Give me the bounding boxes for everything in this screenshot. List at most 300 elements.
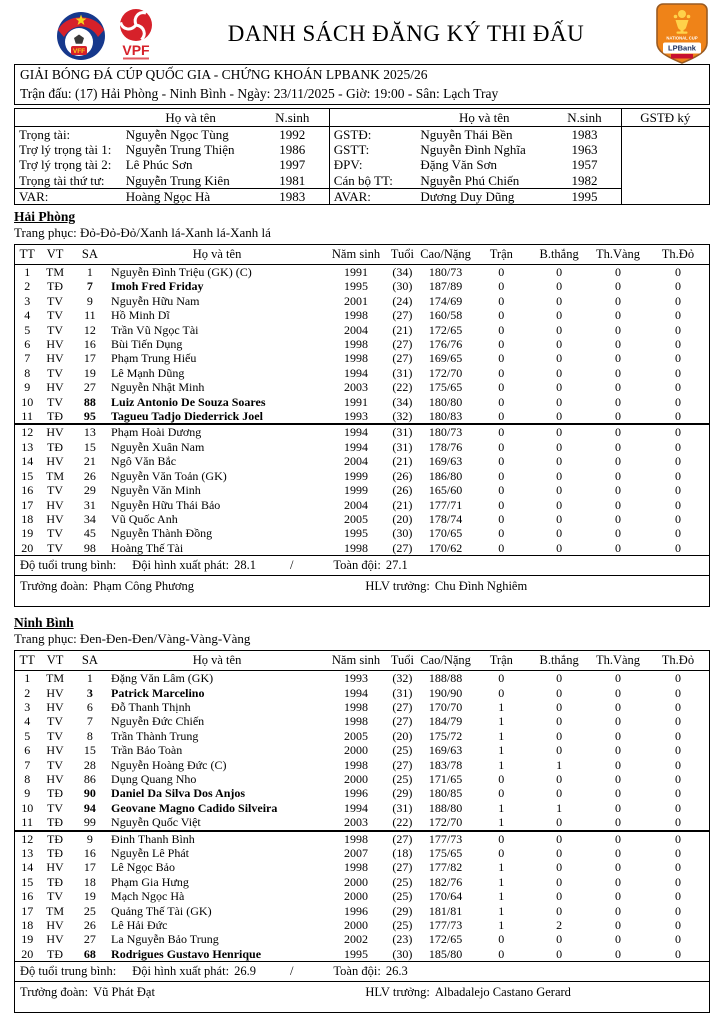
player-m: 0 <box>498 468 505 483</box>
player-name: Nguyễn Thành Đồng <box>111 526 213 541</box>
player-hw: 172/65 <box>428 932 463 947</box>
player-hw: 180/83 <box>428 409 463 424</box>
player-w: 0 <box>556 468 563 483</box>
player-rc: 0 <box>674 815 681 830</box>
player-vt: HV <box>46 351 64 366</box>
player-yc: 0 <box>614 337 621 352</box>
official-sign-cell <box>621 127 709 205</box>
player-vt: TV <box>47 322 64 337</box>
player-vt: TĐ <box>47 786 64 801</box>
official-role2: GSTĐ: <box>329 127 420 143</box>
avg-team-value: 27.1 <box>385 558 408 573</box>
col-vt: VT <box>39 245 70 265</box>
player-rc: 0 <box>674 932 681 947</box>
player-hw: 175/65 <box>428 380 463 395</box>
player-born: 1994 <box>325 424 387 439</box>
player-row <box>15 366 709 380</box>
official-name1: Lê Phúc Sơn <box>125 157 193 173</box>
player-sa: 13 <box>71 424 109 439</box>
player-w: 0 <box>529 831 589 846</box>
player-tt: 10 <box>21 800 34 815</box>
player-age: (31) <box>392 685 413 700</box>
player-hw: 180/73 <box>418 424 474 439</box>
player-name: Đinh Thanh Bình <box>109 831 325 846</box>
col-wins: B.thắng <box>529 651 589 671</box>
official-name2: Nguyễn Phú Chiến <box>420 172 520 188</box>
player-born: 1995 <box>344 526 369 541</box>
officials-header-row <box>15 109 710 127</box>
player-name: La Nguyễn Bảo Trung <box>111 932 219 947</box>
player-name: Phạm Hoài Dương <box>109 424 325 439</box>
player-tt: 6 <box>24 743 31 758</box>
player-m: 0 <box>498 846 505 861</box>
player-tt: 14 <box>21 860 34 875</box>
player-name: Imoh Fred Friday <box>111 279 204 294</box>
vff-logo-icon <box>54 6 108 62</box>
player-rc: 0 <box>674 800 681 815</box>
official-birth1: 1981 <box>279 172 306 188</box>
avg-start-value: 26.9 <box>234 964 256 979</box>
player-row <box>15 918 709 932</box>
player-sa: 16 <box>83 337 96 352</box>
player-born: 1996 <box>344 903 369 918</box>
official-birth2: 1982 <box>571 172 598 188</box>
player-m: 1 <box>498 728 505 743</box>
player-age: (24) <box>392 293 413 308</box>
player-born: 2000 <box>344 874 369 889</box>
player-row <box>15 947 709 961</box>
player-born: 1998 <box>344 540 369 555</box>
player-yc: 0 <box>614 365 621 380</box>
player-w: 0 <box>556 903 563 918</box>
player-row <box>15 743 709 757</box>
player-row <box>15 541 709 555</box>
player-yc: 0 <box>614 815 621 830</box>
player-age: (29) <box>392 903 413 918</box>
player-name: Geovane Magno Cadido Silveira <box>111 800 278 815</box>
player-born: 1994 <box>344 685 369 700</box>
player-tt: 18 <box>21 918 34 933</box>
average-age-row <box>15 961 709 982</box>
player-tt: 13 <box>21 439 34 454</box>
player-yc: 0 <box>614 265 621 280</box>
lpbank-cup-badge-icon <box>654 3 710 65</box>
player-name: Quảng Thế Tài (GK) <box>111 903 212 918</box>
player-age: (27) <box>392 714 413 729</box>
player-w: 0 <box>556 932 563 947</box>
player-born: 2003 <box>344 380 369 395</box>
player-yc: 0 <box>614 699 621 714</box>
player-row <box>15 758 709 772</box>
player-sa: 7 <box>86 279 93 294</box>
official-birth2: 1963 <box>571 142 598 158</box>
player-m: 0 <box>498 293 505 308</box>
col-yellow: Th.Vàng <box>589 651 647 671</box>
player-hw: 184/79 <box>428 714 463 729</box>
player-age: (27) <box>392 351 413 366</box>
cup-badge-bank-label: LPBank <box>668 43 696 53</box>
player-vt: TV <box>47 800 64 815</box>
official-name1: Hoàng Ngọc Hà <box>126 188 256 204</box>
player-name: Nguyễn Quốc Việt <box>111 815 201 830</box>
player-m: 0 <box>498 439 505 454</box>
player-sa: 15 <box>83 743 96 758</box>
player-vt: TĐ <box>47 874 64 889</box>
player-tt: 16 <box>21 483 34 498</box>
player-born: 2002 <box>344 932 369 947</box>
team-name: Ninh Bình <box>14 615 74 631</box>
player-vt: HV <box>46 685 64 700</box>
player-hw: 187/89 <box>428 279 463 294</box>
player-born: 2005 <box>344 511 369 526</box>
player-yc: 0 <box>614 728 621 743</box>
player-hw: 165/60 <box>428 483 463 498</box>
vpf-logo-label: VPF <box>122 42 150 58</box>
official-role2: ĐPV: <box>329 157 420 172</box>
player-yc: 0 <box>614 800 621 815</box>
player-m: 0 <box>498 351 505 366</box>
col-born: Năm sinh <box>325 245 387 265</box>
players-header-row <box>15 651 709 671</box>
col-yellow: Th.Vàng <box>589 245 647 265</box>
player-sa: 28 <box>83 757 96 772</box>
player-w: 0 <box>556 685 563 700</box>
player-name: Lê Hải Đức <box>111 918 168 933</box>
player-row <box>15 440 709 454</box>
player-m: 0 <box>498 497 505 512</box>
average-age-row <box>15 555 709 576</box>
player-born: 1999 <box>344 468 369 483</box>
player-rc: 0 <box>674 728 681 743</box>
player-age: (34) <box>392 394 413 409</box>
player-yc: 0 <box>614 540 621 555</box>
match-details: Trận đấu: (17) Hải Phòng - Ninh Bình - Ngày: 23/11/2025 - Giờ: 19:00 - Sân: Lạch Tray <box>20 85 499 101</box>
player-hw: 169/65 <box>428 351 463 366</box>
player-m: 1 <box>498 699 505 714</box>
avg-start-label: Đội hình xuất phát: <box>132 964 230 979</box>
player-age: (30) <box>392 526 413 541</box>
official-birth1: 1986 <box>279 142 306 158</box>
coach-block <box>365 984 571 1012</box>
player-rc: 0 <box>674 714 681 729</box>
player-tt: 1 <box>24 265 31 280</box>
player-age: (26) <box>392 468 413 483</box>
player-age: (31) <box>392 800 413 815</box>
player-sa: 6 <box>86 699 93 714</box>
player-yc: 0 <box>614 918 621 933</box>
player-yc: 0 <box>614 511 621 526</box>
player-hw: 177/71 <box>428 497 463 512</box>
vpf-logo-icon <box>112 6 160 62</box>
player-rc: 0 <box>674 409 681 424</box>
player-tt: 8 <box>24 365 31 380</box>
player-yc: 0 <box>589 424 647 439</box>
player-hw: 188/88 <box>428 671 463 686</box>
player-rc: 0 <box>674 468 681 483</box>
player-born: 1996 <box>344 786 369 801</box>
player-name: Phạm Trung Hiếu <box>111 351 197 366</box>
player-age: (27) <box>392 860 413 875</box>
player-yc: 0 <box>614 394 621 409</box>
player-tt: 20 <box>21 540 34 555</box>
avg-slash: / <box>289 964 294 979</box>
players-table <box>15 651 709 961</box>
player-rc: 0 <box>674 685 681 700</box>
official-role2: AVAR: <box>329 188 420 204</box>
player-yc: 0 <box>614 932 621 947</box>
player-tt: 15 <box>21 468 34 483</box>
player-yc: 0 <box>614 497 621 512</box>
player-born: 1994 <box>344 800 369 815</box>
player-w: 0 <box>556 671 563 686</box>
player-tt: 3 <box>24 699 31 714</box>
player-vt: TV <box>47 714 64 729</box>
player-m: 0 <box>498 685 505 700</box>
player-name: Nguyễn Văn Toản (GK) <box>111 468 227 483</box>
player-hw: 188/80 <box>428 800 463 815</box>
player-tt: 17 <box>21 497 34 512</box>
player-hw: 180/73 <box>428 265 463 280</box>
player-age: (27) <box>392 757 413 772</box>
player-name: Phạm Gia Hưng <box>111 874 189 889</box>
player-yc: 0 <box>614 409 621 424</box>
official-row <box>15 142 710 157</box>
coach-block <box>365 578 527 606</box>
player-rc: 0 <box>674 337 681 352</box>
player-w: 0 <box>556 743 563 758</box>
player-yc: 0 <box>614 757 621 772</box>
player-yc: 0 <box>614 903 621 918</box>
official-name1: Nguyễn Trung Kiên <box>125 172 230 188</box>
player-born: 2000 <box>344 771 369 786</box>
player-tt: 4 <box>24 308 31 323</box>
col-vt: VT <box>39 651 70 671</box>
player-sa: 16 <box>83 846 96 861</box>
player-w: 1 <box>556 800 563 815</box>
manager-block <box>20 984 365 1012</box>
official-role2: Cán bộ TT: <box>329 173 420 189</box>
player-w: 0 <box>556 714 563 729</box>
player-age: (18) <box>392 846 413 861</box>
player-age: (22) <box>392 380 413 395</box>
player-w: 0 <box>556 351 563 366</box>
player-age: (32) <box>392 671 413 686</box>
player-w: 0 <box>556 728 563 743</box>
player-tt: 11 <box>21 815 33 830</box>
tournament-title: GIẢI BÓNG ĐÁ CÚP QUỐC GIA - CHỨNG KHOÁN LPBANK 2025/26 <box>20 67 428 82</box>
player-m: 1 <box>498 918 505 933</box>
player-sa: 26 <box>83 468 96 483</box>
coach-name: Albadalejo Castano Gerard <box>434 985 571 1000</box>
player-m: 0 <box>498 454 505 469</box>
player-sa: 8 <box>86 728 93 743</box>
player-sa: 19 <box>83 365 96 380</box>
player-row <box>15 526 709 540</box>
player-sa: 1 <box>86 265 93 280</box>
player-yc: 0 <box>614 308 621 323</box>
officials-col-blank2 <box>329 109 420 127</box>
player-m: 0 <box>498 394 505 409</box>
federation-logos <box>54 6 160 62</box>
player-rc: 0 <box>674 365 681 380</box>
player-m: 0 <box>498 671 505 686</box>
player-hw: 177/73 <box>428 918 463 933</box>
player-yc: 0 <box>614 889 621 904</box>
player-hw: 170/70 <box>428 699 463 714</box>
player-row <box>15 469 709 483</box>
player-vt: TĐ <box>47 846 64 861</box>
player-born: 2004 <box>344 497 369 512</box>
player-w: 0 <box>556 380 563 395</box>
player-yc: 0 <box>614 454 621 469</box>
player-tt: 10 <box>21 394 34 409</box>
player-tt: 16 <box>21 889 34 904</box>
player-hw: 176/76 <box>428 337 463 352</box>
player-w: 0 <box>556 540 563 555</box>
player-sa: 27 <box>83 932 96 947</box>
player-born: 1999 <box>344 483 369 498</box>
player-hw: 175/72 <box>428 728 463 743</box>
player-sa: 68 <box>83 946 96 961</box>
player-w: 0 <box>556 511 563 526</box>
player-w: 0 <box>556 394 563 409</box>
player-w: 2 <box>556 918 563 933</box>
player-tt: 8 <box>24 771 31 786</box>
official-birth2: 1995 <box>548 188 621 204</box>
player-rc: 0 <box>674 380 681 395</box>
player-row <box>15 904 709 918</box>
player-yc: 0 <box>614 874 621 889</box>
player-tt: 19 <box>21 526 34 541</box>
player-w: 0 <box>556 771 563 786</box>
official-birth2: 1983 <box>571 127 598 142</box>
player-w: 0 <box>556 874 563 889</box>
player-name: Mạch Ngọc Hà <box>111 889 185 904</box>
team-roster-box <box>14 244 710 607</box>
player-vt: HV <box>46 337 64 352</box>
player-w: 0 <box>556 308 563 323</box>
coach-label: HLV trưởng: <box>365 579 430 594</box>
player-yc: 0 <box>614 439 621 454</box>
player-m: 0 <box>498 265 505 280</box>
player-row <box>15 700 709 714</box>
col-name: Họ và tên <box>109 651 325 671</box>
player-age: (30) <box>392 946 413 961</box>
player-tt: 5 <box>24 728 31 743</box>
official-name2: Dương Duy Dũng <box>420 188 548 204</box>
player-born: 1998 <box>344 860 369 875</box>
player-m: 0 <box>498 365 505 380</box>
player-sa: 15 <box>83 439 96 454</box>
player-age: (29) <box>392 786 413 801</box>
player-w: 0 <box>556 293 563 308</box>
player-rc: 0 <box>674 846 681 861</box>
player-sa: 94 <box>83 800 96 815</box>
player-rc: 0 <box>647 831 709 846</box>
player-vt: TĐ <box>47 946 64 961</box>
player-name: Tagueu Tadjo Diederrick Joel <box>111 409 263 424</box>
player-tt: 13 <box>21 846 34 861</box>
official-name2: Nguyễn Đình Nghĩa <box>420 142 526 158</box>
avg-label: Độ tuổi trung bình: <box>20 558 117 573</box>
player-w: 0 <box>556 946 563 961</box>
player-w: 0 <box>556 815 563 830</box>
officials-col-birth: N.sinh <box>256 109 330 127</box>
player-m: 0 <box>498 946 505 961</box>
player-w: 0 <box>556 860 563 875</box>
player-m: 0 <box>498 380 505 395</box>
player-vt: TV <box>47 365 64 380</box>
player-m: 0 <box>498 308 505 323</box>
player-hw: 180/85 <box>428 786 463 801</box>
player-age: (27) <box>392 337 413 352</box>
player-row <box>15 815 709 830</box>
player-born: 2007 <box>344 846 369 861</box>
player-age: (22) <box>392 815 413 830</box>
player-tt: 17 <box>21 903 34 918</box>
player-vt: TV <box>47 293 64 308</box>
player-yc: 0 <box>614 526 621 541</box>
player-vt: TM <box>46 903 65 918</box>
coach-label: HLV trưởng: <box>365 985 430 1000</box>
player-tt: 4 <box>24 714 31 729</box>
player-vt: TV <box>47 757 64 772</box>
player-sa: 17 <box>83 351 96 366</box>
player-m: 0 <box>498 337 505 352</box>
player-born: 1995 <box>344 279 369 294</box>
avg-team-label: Toàn đội: <box>333 558 381 573</box>
player-row <box>15 323 709 337</box>
player-w: 0 <box>556 265 563 280</box>
player-yc: 0 <box>614 293 621 308</box>
player-born: 1998 <box>344 757 369 772</box>
player-row <box>15 395 709 409</box>
player-age: (27) <box>387 831 418 846</box>
player-tt: 2 <box>24 279 31 294</box>
player-vt: TV <box>47 728 64 743</box>
player-hw: 177/82 <box>428 860 463 875</box>
col-age: Tuổi <box>387 651 418 671</box>
player-tt: 11 <box>21 409 33 424</box>
player-sa: 11 <box>84 308 96 323</box>
player-sa: 99 <box>83 815 96 830</box>
player-rc: 0 <box>674 511 681 526</box>
player-rc: 0 <box>674 889 681 904</box>
officials-col-name: Họ và tên <box>126 109 256 127</box>
player-m: 0 <box>498 526 505 541</box>
player-name: Hoàng Thế Tài <box>111 540 184 555</box>
col-red: Th.Đỏ <box>647 651 709 671</box>
col-wins: B.thắng <box>529 245 589 265</box>
avg-start-value: 28.1 <box>234 558 256 573</box>
player-w: 0 <box>556 439 563 454</box>
player-m: 0 <box>498 771 505 786</box>
avg-slash: / <box>289 558 294 573</box>
player-hw: 160/58 <box>428 308 463 323</box>
player-m: 1 <box>498 903 505 918</box>
player-age: (30) <box>392 279 413 294</box>
player-name: Trần Vũ Ngọc Tài <box>111 322 199 337</box>
player-yc: 0 <box>614 351 621 366</box>
player-born: 2001 <box>344 293 369 308</box>
official-role1: Trợ lý trọng tài 1: <box>19 142 112 158</box>
player-rc: 0 <box>674 351 681 366</box>
player-row <box>15 932 709 946</box>
player-sa: 3 <box>86 685 93 700</box>
player-hw: 170/64 <box>428 889 463 904</box>
player-vt: TV <box>47 889 64 904</box>
official-row <box>15 127 710 143</box>
